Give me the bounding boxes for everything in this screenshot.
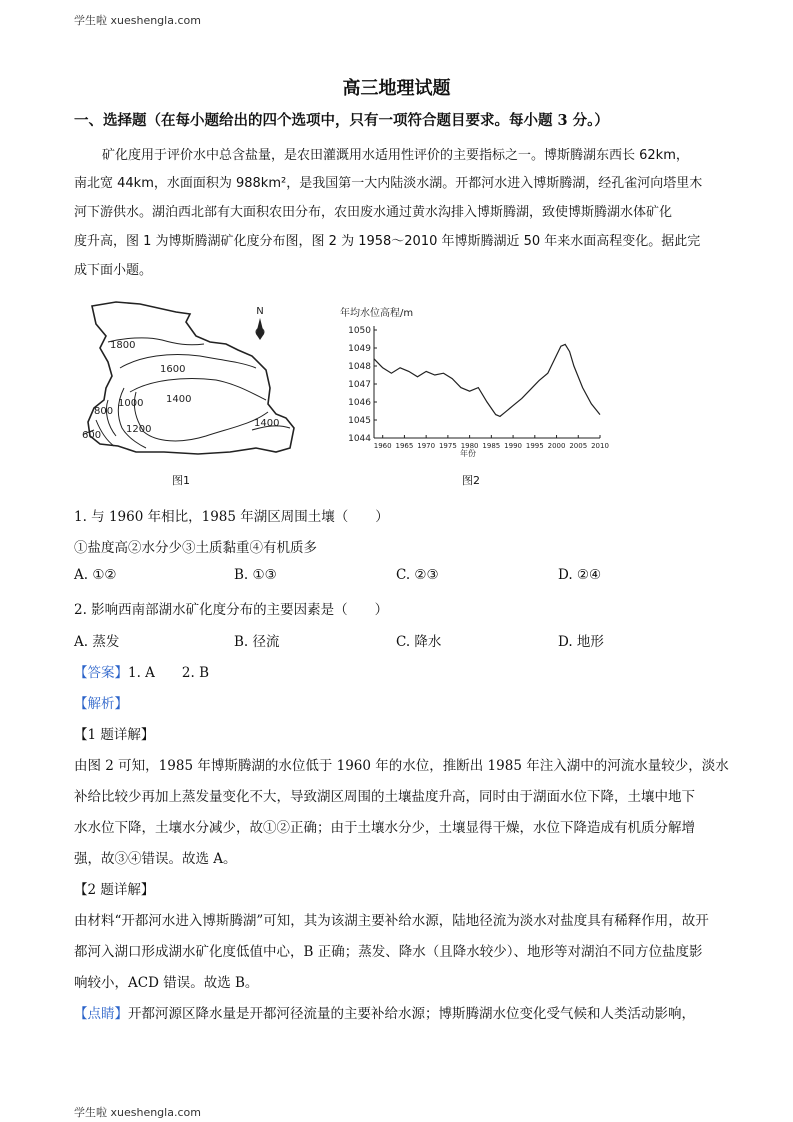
- question-2-option-b[interactable]: B. 径流: [234, 634, 280, 650]
- y-tick-label: 1047: [348, 380, 371, 390]
- material-line-4: 度升高，图 1 为博斯腾湖矿化度分布图，图 2 为 1958～2010 年博斯腾湖近 50 年来水面高程变化。据此完: [74, 234, 701, 249]
- section-heading: 一、选择题（在每小题给出的四个选项中，只有一项符合题目要求。每小题 3 分。）: [74, 112, 609, 129]
- question-1-stem: 1. 与 1960 年相比，1985 年湖区周围土壤（ ）: [74, 509, 389, 525]
- label-1400: 1400: [166, 394, 192, 405]
- analysis-tag: 【解析】: [74, 696, 128, 712]
- x-tick-label: 1985: [482, 442, 501, 450]
- contour-1400-west: [130, 379, 266, 401]
- question-1-option-d[interactable]: D. ②④: [558, 567, 602, 583]
- chart-ylabel: 年均水位高程/m: [340, 308, 414, 319]
- figure-2-chart: [330, 304, 620, 464]
- question-2-option-a[interactable]: A. 蒸发: [74, 634, 120, 650]
- y-tick-label: 1048: [348, 362, 371, 372]
- figure-1-caption: 图1: [172, 474, 190, 487]
- x-tick-label: 1980: [460, 442, 479, 450]
- chart-xlabel: 年份: [460, 449, 476, 458]
- x-tick-label: 2010: [591, 442, 609, 450]
- question-1-option-a[interactable]: A. ①②: [74, 567, 117, 583]
- y-tick-label: 1044: [348, 434, 371, 444]
- detail-2-line-1: 由材料“开都河水进入博斯腾湖”可知，其为该湖主要补给水源，陆地径流为淡水对盐度具有稀释作用，故开: [74, 913, 709, 929]
- material-line-1: 矿化度用于评价水中总含盐量，是农田灌溉用水适用性评价的主要指标之一。博斯腾湖东西长 62km，: [102, 148, 689, 163]
- x-tick-label: 1995: [525, 442, 544, 450]
- x-tick-label: 2005: [569, 442, 588, 450]
- question-2-option-c[interactable]: C. 降水: [396, 634, 442, 650]
- answer-row: [74, 661, 209, 681]
- y-tick-label: 1045: [348, 416, 371, 426]
- x-tick-label: 1975: [438, 442, 457, 450]
- svg-text:N: N: [256, 306, 264, 317]
- answer-tag: 【答案】: [74, 665, 128, 681]
- question-1-option-b[interactable]: B. ①③: [234, 567, 277, 583]
- answer-text: 1. A 2. B: [128, 665, 210, 681]
- detail-1-line-4: 强，故③④错误。故选 A。: [74, 851, 237, 867]
- detail-1-line-1: 由图 2 可知，1985 年博斯腾湖的水位低于 1960 年的水位，推断出 1985 年注入湖中的河流水量较少，淡水: [74, 758, 729, 774]
- water-level-series-line: [374, 344, 600, 416]
- x-tick-label: 1965: [395, 442, 414, 450]
- label-1000: 1000: [118, 398, 144, 409]
- label-600: 600: [82, 430, 102, 441]
- y-tick-label: 1046: [348, 398, 371, 408]
- detail-2-line-2: 都河入湖口形成湖水矿化度低值中心，B 正确；蒸发、降水（且降水较少）、地形等对湖泊不同方位盐度影: [74, 944, 703, 960]
- footer-site: 学生啦 xueshengla.com: [74, 1106, 201, 1119]
- x-tick-label: 1990: [504, 442, 522, 450]
- x-tick-label: 1970: [417, 442, 436, 450]
- x-tick-label: 1960: [373, 442, 392, 450]
- contour-1200: [134, 392, 268, 441]
- detail-1-tag: 【1 题详解】: [74, 727, 155, 743]
- detail-1-line-3: 水水位下降，土壤水分减少，故①②正确；由于土壤水分少，土壤显得干燥，水位下降造成有机质分解增: [74, 820, 695, 836]
- contour-1000: [118, 388, 146, 448]
- question-2-stem: 2. 影响西南部湖水矿化度分布的主要因素是（ ）: [74, 602, 389, 618]
- y-tick-label: 1050: [348, 326, 371, 336]
- detail-2-tag: 【2 题详解】: [74, 882, 155, 898]
- figure-2-caption: 图2: [462, 474, 480, 487]
- question-2-option-d[interactable]: D. 地形: [558, 634, 604, 650]
- question-1-option-c[interactable]: C. ②③: [396, 567, 439, 583]
- north-arrow-icon: [256, 306, 264, 340]
- label-1400-east: 1400: [254, 418, 280, 429]
- figure-1-map: [80, 296, 312, 460]
- label-800: 800: [94, 406, 114, 417]
- x-tick-label: 2000: [547, 442, 566, 450]
- label-1200: 1200: [126, 424, 152, 435]
- tip-row: [74, 1002, 695, 1022]
- contour-1600: [120, 355, 256, 369]
- tip-text: 开都河源区降水量是开都河径流量的主要补给水源；博斯腾湖水位变化受气候和人类活动影响，: [128, 1006, 695, 1022]
- tip-tag: 【点睛】: [74, 1006, 128, 1022]
- label-1800: 1800: [110, 340, 136, 351]
- detail-2-line-3: 响较小，ACD 错误。故选 B。: [74, 975, 259, 991]
- label-1600: 1600: [160, 364, 186, 375]
- material-line-3: 河下游供水。湖泊西北部有大面积农田分布，农田废水通过黄水沟排入博斯腾湖，致使博斯腾湖水体矿化: [74, 205, 673, 220]
- page-title: 高三地理试题: [342, 78, 451, 99]
- detail-1-line-2: 补给比较少再加上蒸发量变化不大，导致湖区周围的土壤盐度升高，同时由于湖面水位下降，土壤中地下: [74, 789, 695, 805]
- material-line-2: 南北宽 44km，水面面积为 988km²，是我国第一大内陆淡水湖。开都河水进入博斯腾湖，经孔雀河向塔里木: [74, 176, 703, 191]
- y-tick-label: 1049: [348, 344, 371, 354]
- material-line-5: 成下面小题。: [74, 263, 153, 278]
- question-1-items: ①盐度高②水分少③土质黏重④有机质多: [74, 540, 317, 556]
- header-site: 学生啦 xueshengla.com: [74, 14, 201, 27]
